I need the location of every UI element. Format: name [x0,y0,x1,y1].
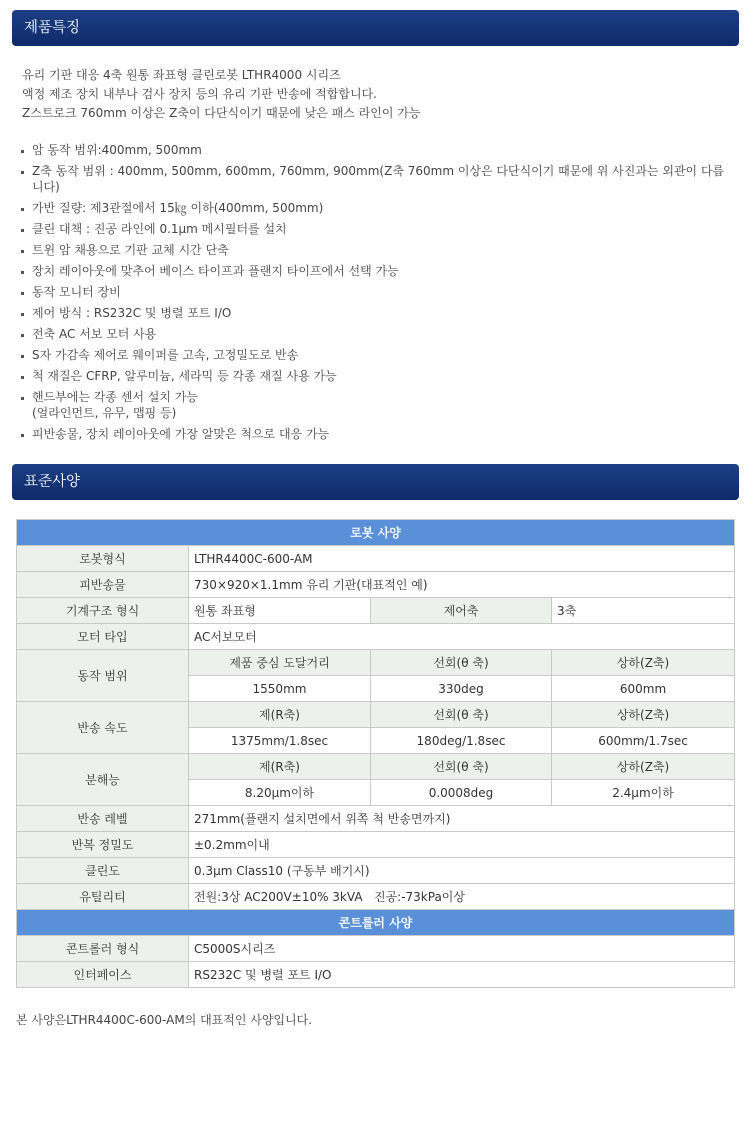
row-label: 인터페이스 [17,962,189,988]
intro-text [22,66,420,123]
feature-item [20,284,735,300]
col-label: 제(R축) [189,754,371,780]
feature-text: 제어 방식 : RS232C 및 병렬 포트 I/O [32,306,232,320]
cell-value: 180deg/1.8sec [371,728,552,754]
row-value: C5000S시리즈 [189,936,735,962]
feature-list [20,142,735,447]
row-value: LTHR4400C-600-AM [189,546,735,572]
col-label: 선회(θ 축) [371,702,552,728]
row-label: 반송 속도 [17,702,189,754]
feature-item [20,163,735,195]
table-row [17,936,735,962]
feature-item [20,142,735,158]
feature-text: 피반송물, 장치 레이아웃에 가장 알맞은 척으로 대응 가능 [32,427,330,441]
table-row [17,650,735,676]
table-row [17,598,735,624]
row-label: 유틸리티 [17,884,189,910]
cell-value: 0.0008deg [371,780,552,806]
table-row [17,702,735,728]
row-label: 반복 정밀도 [17,832,189,858]
table-row [17,910,735,936]
row-label: 동작 범위 [17,650,189,702]
table-row [17,624,735,650]
row-value: 전원:3상 AC200V±10% 3kVA 진공:-73kPa이상 [189,884,735,910]
table-row [17,754,735,780]
col-label: 제(R축) [189,702,371,728]
feature-text: 트윈 암 채용으로 기판 교체 시간 단축 [32,243,229,257]
feature-text: 장치 레이아웃에 맞추어 베이스 타이프과 플랜지 타이프에서 선택 가능 [32,264,399,278]
feature-item [20,200,735,216]
row-label: 로봇형식 [17,546,189,572]
feature-item [20,347,735,363]
feature-item [20,389,735,421]
row-label: 반송 레벨 [17,806,189,832]
cell-value: 2.4μm이하 [552,780,735,806]
row-label: 피반송물 [17,572,189,598]
col-label: 상하(Z축) [552,650,735,676]
col-label: 상하(Z축) [552,702,735,728]
table-row [17,572,735,598]
row-value: 0.3μm Class10 (구동부 배기시) [189,858,735,884]
row-value: 730×920×1.1mm 유리 기판(대표적인 예) [189,572,735,598]
intro-line: Z스트로크 760mm 이상은 Z축이 다단식이기 때문에 낮은 패스 라인이 가능 [22,106,421,120]
spec-table [16,519,735,988]
feature-text: 암 동작 범위:400mm, 500mm [32,143,202,157]
table-row [17,858,735,884]
feature-item [20,326,735,342]
spec-footnote: 본 사양은LTHR4400C-600-AM의 대표적인 사양입니다. [16,1013,313,1027]
feature-text: 핸드부에는 각종 센서 설치 가능 [32,390,198,404]
table-row [17,884,735,910]
col-label: 제품 중심 도달거리 [189,650,371,676]
feature-item [20,221,735,237]
feature-text-cont: (얼라인먼트, 유무, 맵핑 등) [32,406,177,420]
cell-value: 330deg [371,676,552,702]
feature-text: 동작 모니터 장비 [32,285,121,299]
cell-value: 600mm [552,676,735,702]
cell-value: 8.20μm이하 [189,780,371,806]
table-row [17,806,735,832]
feature-item [20,305,735,321]
section-title: 표준사양 [24,474,81,490]
table-row [17,832,735,858]
feature-text: 클린 대책 : 진공 라인에 0.1μm 메시필터를 설치 [32,222,287,236]
feature-text: Z축 동작 범위 : 400mm, 500mm, 600mm, 760mm, 900mm(Z축 760mm 이상은 다단식이기 때문에 위 사진과는 외관이 다릅니다) [32,164,725,194]
section-header-features [12,10,739,46]
row-value: ±0.2mm이내 [189,832,735,858]
section-title: 제품특징 [24,20,81,36]
section-header-spec [12,464,739,500]
row-label: 기계구조 형식 [17,598,189,624]
row-value: AC서보모터 [189,624,735,650]
cell-value: 1375mm/1.8sec [189,728,371,754]
table-row [17,520,735,546]
intro-line: 액정 제조 장치 내부나 검사 장치 등의 유리 기판 반송에 적합합니다. [22,87,377,101]
row-value: RS232C 및 병렬 포트 I/O [189,962,735,988]
col-label: 선회(θ 축) [371,754,552,780]
feature-item [20,426,735,442]
cell-value: 600mm/1.7sec [552,728,735,754]
controller-spec-header: 콘트롤러 사양 [17,910,735,936]
col-label: 선회(θ 축) [371,650,552,676]
row-label: 클린도 [17,858,189,884]
robot-spec-header: 로봇 사양 [17,520,735,546]
table-row [17,962,735,988]
row-value: 271mm(플랜지 설치면에서 위쪽 척 반송면까지) [189,806,735,832]
cell-value: 1550mm [189,676,371,702]
intro-line: 유리 기판 대응 4축 원통 좌표형 클린로봇 LTHR4000 시리즈 [22,68,341,82]
row-label: 분해능 [17,754,189,806]
feature-item [20,368,735,384]
feature-item [20,263,735,279]
row-label: 콘트롤러 형식 [17,936,189,962]
feature-text: 척 재질은 CFRP, 알루미늄, 세라믹 등 각종 재질 사용 가능 [32,369,337,383]
feature-item [20,242,735,258]
feature-text: 가반 질량: 제3관절에서 15㎏ 이하(400mm, 500mm) [32,201,324,215]
feature-text: S자 가감속 제어로 웨이퍼를 고속, 고정밀도로 반송 [32,348,299,362]
row-label: 모터 타입 [17,624,189,650]
row-value: 원통 좌표형 [189,598,371,624]
col-label: 상하(Z축) [552,754,735,780]
row-label: 제어축 [371,598,552,624]
feature-text: 전축 AC 서보 모터 사용 [32,327,157,341]
table-row [17,546,735,572]
row-value: 3축 [552,598,735,624]
